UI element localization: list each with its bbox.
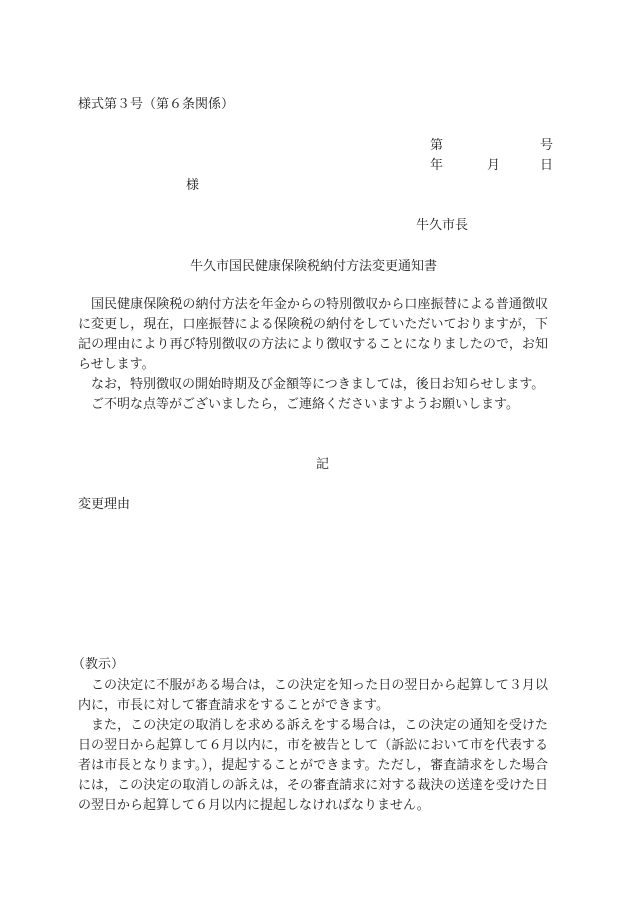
document-number-prefix: 第	[430, 138, 444, 153]
instruction-paragraph-2: また，この決定の取消しを求める訴えをする場合は，この決定の通知を受けた日の翌日から起算して６月以内に，市を被告として（訴訟において市を代表する者は市長となります。），提起することができます。ただし，審査請求をした場合には，この決定の取消しの訴えは，その審査請求に対する裁決の送達を受けた日の翌日から起算して６月以内に提起しなければなりません。	[78, 718, 548, 813]
body-paragraph-3: ご不明な点等がございましたら，ご連絡くださいますようお願いします。	[91, 397, 519, 412]
recipient-suffix: 様	[186, 178, 200, 193]
change-reason-label: 変更理由	[78, 497, 131, 512]
record-heading: 記	[316, 457, 330, 472]
issuer-name: 牛久市長	[416, 218, 469, 233]
document-title: 牛久市国民健康保険税納付方法変更通知書	[190, 259, 438, 274]
date-year-label: 年	[430, 158, 444, 173]
body-paragraph-1: 国民健康保険税の納付方法を年金からの特別徴収から口座振替による普通徴収に変更し，現在，口座振替による保険税の納付をしていただいておりますが，下記の理由により再び特別徴収の方法により徴収することになりましたので，お知らせします。	[78, 297, 548, 372]
body-paragraph-2: なお，特別徴収の開始時期及び金額等につきましては，後日お知らせします。	[91, 377, 545, 392]
date-month-label: 月	[487, 158, 501, 173]
instruction-paragraph-1: この決定に不服がある場合は，この決定を知った日の翌日から起算して３月以内に，市長に対して審査請求をすることができます。	[78, 678, 548, 713]
document-number-suffix: 号	[540, 138, 554, 153]
form-label: 様式第３号（第６条関係）	[78, 97, 235, 112]
date-day-label: 日	[540, 158, 554, 173]
instruction-heading: （教示）	[72, 657, 125, 672]
